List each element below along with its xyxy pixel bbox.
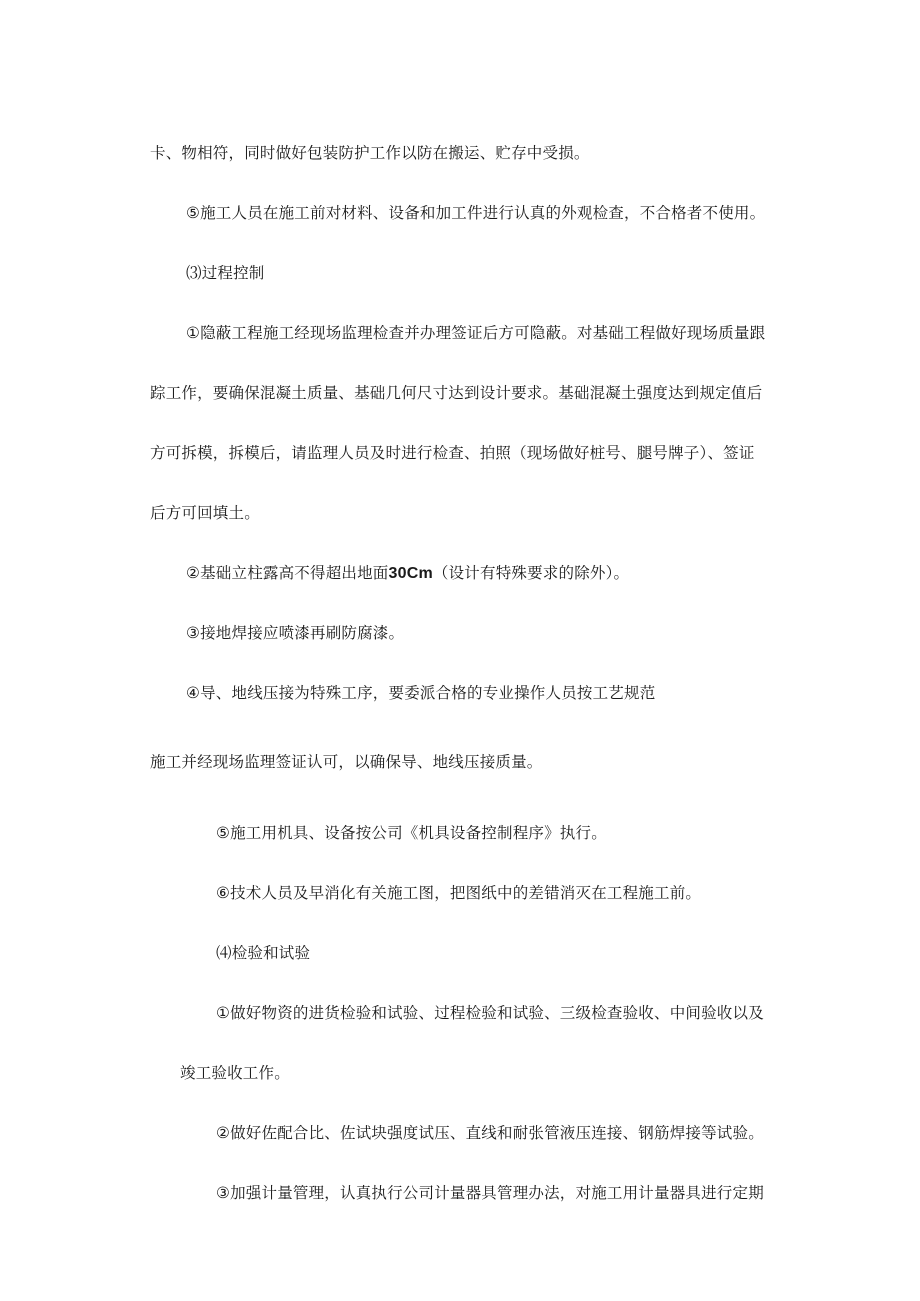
text-line: ⑤施工人员在施工前对材料、设备和加工件进行认真的外观检查，不合格者不使用。 [186,204,766,222]
text-segment: （设计有特殊要求的除外）。 [432,564,630,582]
text-line [186,563,629,584]
text-line: 踪工作，要确保混凝土质量、基础几何尺寸达到设计要求。基础混凝土强度达到规定值后 [150,384,763,402]
section-heading: ⑶过程控制 [186,264,265,282]
text-line: ④导、地线压接为特殊工序，要委派合格的专业操作人员按工艺规范 [186,684,656,702]
text-line: ⑥技术人员及早消化有关施工图，把图纸中的差错消灭在工程施工前。 [216,884,702,902]
text-line: ⑤施工用机具、设备按公司《机具设备控制程序》执行。 [216,824,607,842]
text-line: ③加强计量管理，认真执行公司计量器具管理办法，对施工用计量器具进行定期 [216,1184,764,1202]
text-line: ①隐蔽工程施工经现场监理检查并办理签证后方可隐蔽。对基础工程做好现场质量跟 [186,324,766,342]
text-line: 后方可回填土。 [150,504,260,522]
text-line: ①做好物资的进货检验和试验、过程检验和试验、三级检查验收、中间验收以及 [216,1004,764,1022]
text-line: ②做好佐配合比、佐试块强度试压、直线和耐张管液压连接、钢筋焊接等试验。 [216,1124,764,1142]
text-line: 方可拆模，拆模后，请监理人员及时进行检查、拍照（现场做好桩号、腿号牌子）、签证 [150,444,755,462]
text-line: ③接地焊接应喷漆再刷防腐漆。 [186,624,405,642]
text-segment: ②基础立柱露高不得超出地面 [186,564,389,582]
text-line: 施工并经现场监理签证认可，以确保导、地线压接质量。 [150,753,543,771]
height-value: 30Cm [388,565,433,582]
section-heading: ⑷检验和试验 [216,944,311,962]
text-line: 竣工验收工作。 [180,1064,290,1082]
text-line: 卡、物相符，同时做好包装防护工作以防在搬运、贮存中受损。 [150,144,590,162]
